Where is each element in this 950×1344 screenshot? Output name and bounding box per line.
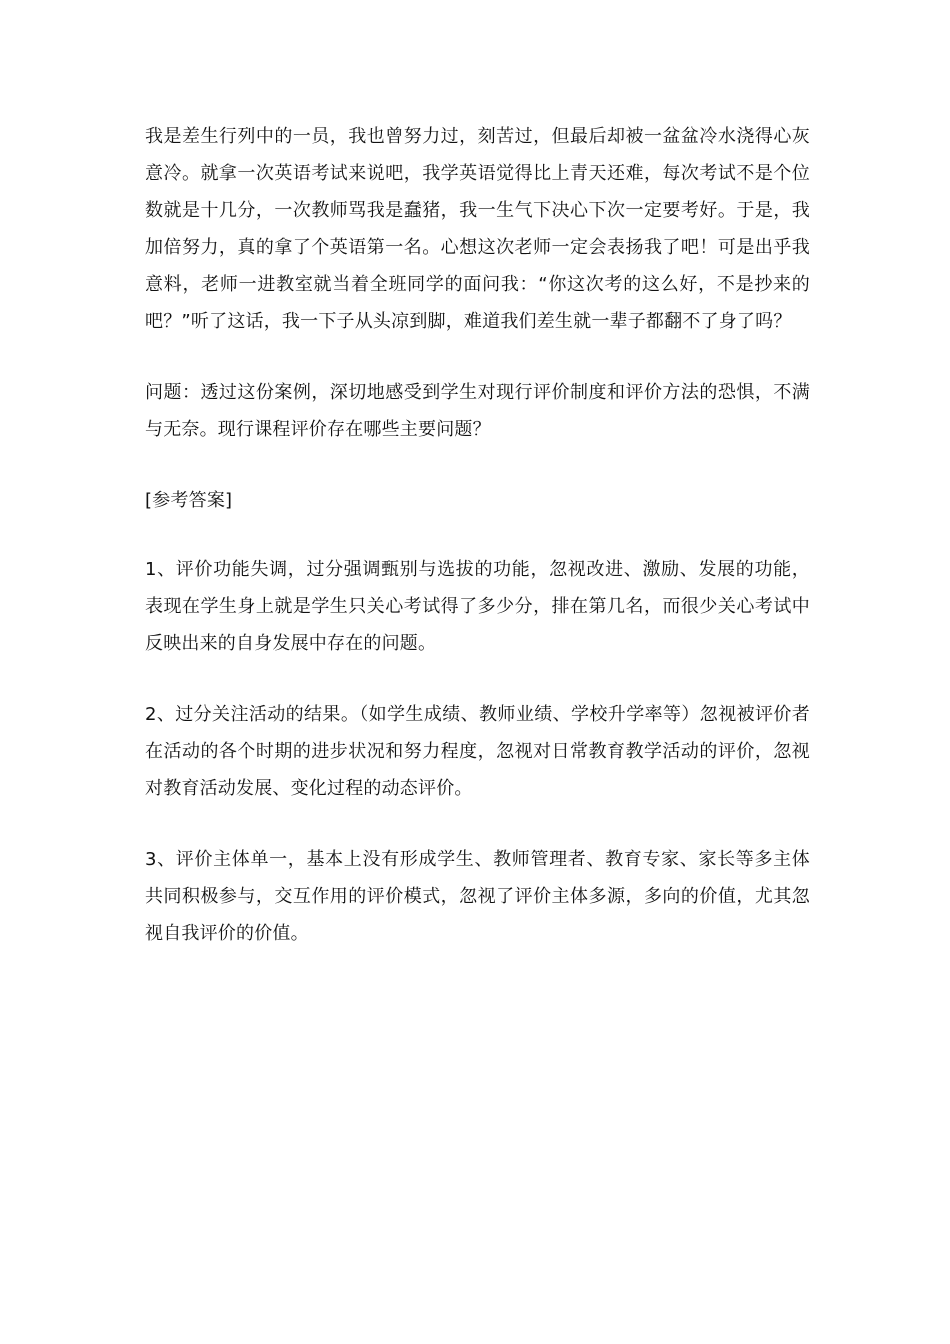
document-body bbox=[145, 118, 810, 986]
answer-point-1: 1、评价功能失调，过分强调甄别与选拔的功能，忽视改进、激励、发展的功能，表现在学生身上就是学生只关心考试得了多少分，排在第几名，而很少关心考试中反映出来的自身发展中存在的问题。 bbox=[145, 559, 810, 654]
case-story-paragraph: 我是差生行列中的一员，我也曾努力过，刻苦过，但最后却被一盆盆冷水浇得心灰意冷。就拿一次英语考试来说吧，我学英语觉得比上青天还难，每次考试不是个位数就是十几分，一次教师骂我是蠢猪，我一生气下决心下次一定要考好。于是，我加倍努力，真的拿了个英语第一名。心想这次老师一定会表扬我了吧！可是出乎我意料，老师一进教室就当着全班同学的面问我：“你这次考的这么好，不是抄来的吧？”听了这话，我一下子从头凉到脚，难道我们差生就一辈子都翻不了身了吗？ bbox=[145, 126, 810, 332]
reference-answer-heading: [参考答案] bbox=[145, 490, 233, 511]
answer-point-3: 3、评价主体单一，基本上没有形成学生、教师管理者、教育专家、家长等多主体共同积极参与，交互作用的评价模式，忽视了评价主体多源，多向的价值，尤其忽视自我评价的价值。 bbox=[145, 849, 810, 944]
answer-point-2: 2、过分关注活动的结果。（如学生成绩、教师业绩、学校升学率等）忽视被评价者在活动的各个时期的进步状况和努力程度，忽视对日常教育教学活动的评价，忽视对教育活动发展、变化过程的动态评价。 bbox=[145, 704, 810, 799]
question-paragraph: 问题：透过这份案例，深切地感受到学生对现行评价制度和评价方法的恐惧，不满与无奈。现行课程评价存在哪些主要问题？ bbox=[145, 382, 810, 440]
